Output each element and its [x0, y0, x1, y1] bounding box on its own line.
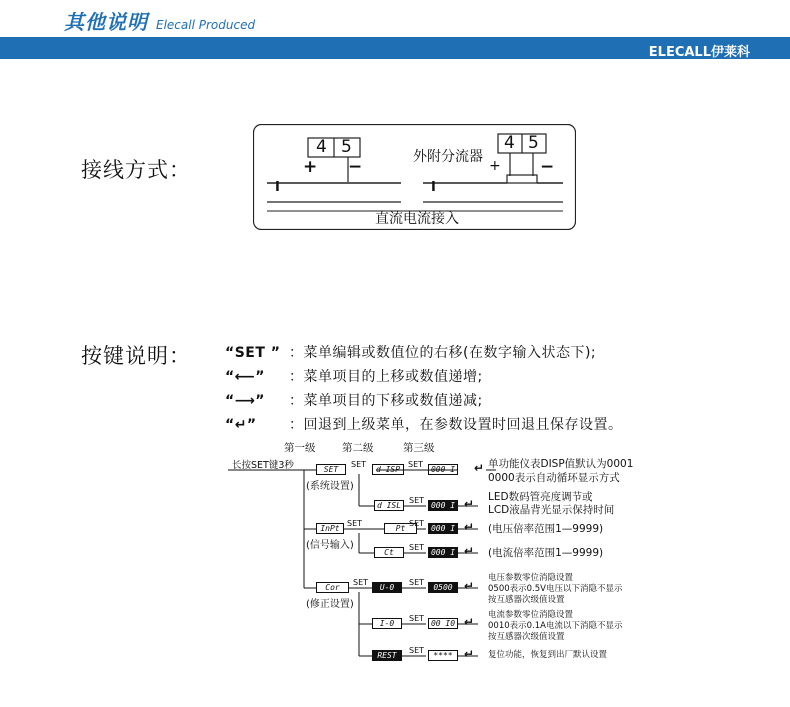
key-left-desc: ：菜单项目的上移或数值递增;: [289, 369, 483, 385]
enter-icon: ↵: [464, 615, 475, 629]
lvl1-inpt-box: InPt: [316, 523, 344, 534]
left-term-5: 5: [341, 137, 352, 157]
set-label: SET: [409, 614, 425, 623]
right-i-mark: I: [431, 180, 436, 195]
key-set: “SET ”: [225, 345, 281, 361]
lvl2-rest-box: REST: [372, 650, 402, 661]
lvl1-inpt-note: (信号输入): [306, 540, 354, 551]
level-3-header: 第三级: [403, 442, 435, 454]
left-i-mark: I: [275, 180, 280, 195]
ct-desc: (电流倍率范围1—9999): [488, 547, 604, 559]
enter-icon: “↵”: [225, 417, 257, 433]
set-label: SET: [351, 460, 367, 469]
shunt-label: 外附分流器: [413, 149, 483, 165]
lvl2-i0-box: I-0: [372, 618, 402, 629]
set-label: SET: [409, 578, 425, 587]
u0-desc-1: 电压参数零位消隐设置: [488, 573, 574, 583]
set-label: SET: [408, 460, 424, 469]
lvl2-pt-box: Pt: [384, 523, 417, 534]
title-en: Elecall Produced: [156, 18, 256, 32]
enter-icon: ↵: [464, 497, 475, 511]
rest-desc: 复位功能，恢复到出厂默认设置: [488, 650, 608, 660]
left-term-4: 4: [316, 137, 327, 157]
enter-icon: ↵: [474, 461, 485, 475]
lvl2-disp-box: d ISP: [372, 464, 404, 475]
header-title: [64, 6, 255, 35]
lvl3-u0-value: 0500: [428, 582, 458, 593]
disl-desc-1: LED数码管亮度调节或: [488, 491, 593, 503]
set-label: SET: [347, 519, 363, 528]
disp-desc-2: 0000表示自动循环显示方式: [488, 472, 620, 484]
lvl1-set-note: (系统设置): [306, 481, 354, 492]
brand-logo: ELECALL伊莱科: [648, 45, 750, 60]
lvl2-disl-box: d ISL: [374, 500, 404, 511]
keys-label: 按键说明：: [81, 344, 191, 368]
start-instruction: 长按SET键3秒: [232, 460, 294, 471]
right-term-5: 5: [528, 133, 539, 153]
key-set-desc: ：菜单编辑或数值位的右移(在数字输入状态下);: [289, 345, 597, 361]
key-right-desc: ：菜单项目的下移或数值递减;: [289, 393, 483, 409]
enter-icon: ↵: [464, 520, 475, 534]
enter-icon: ↵: [464, 544, 475, 558]
disl-desc-2: LCD液晶背光显示保持时间: [488, 504, 615, 516]
lvl1-cor-note: (修正设置): [306, 599, 354, 610]
lvl3-ct-value: 000 I: [428, 547, 458, 558]
set-label: SET: [353, 578, 369, 587]
left-plus: +: [303, 157, 318, 177]
i0-desc-2: 0010表示0.1A电流以下消隐不显示: [488, 621, 623, 631]
left-arrow-icon: “⟵”: [225, 369, 265, 385]
enter-icon: ↵: [464, 579, 475, 593]
i0-desc-3: 按互感器次级值设置: [488, 632, 565, 642]
menu-tree-lines: [226, 438, 696, 663]
key-row-right: [225, 390, 483, 410]
pt-desc: (电压倍率范围1—9999): [488, 523, 604, 535]
right-arrow-icon: “⟶”: [225, 393, 265, 409]
right-minus: −: [540, 157, 555, 177]
key-row-enter: [225, 414, 623, 434]
key-enter-desc: ：回退到上级菜单，在参数设置时回退且保存设置。: [289, 417, 623, 433]
enter-icon: ↵: [464, 647, 475, 661]
set-label: SET: [409, 519, 425, 528]
key-row-left: [225, 366, 483, 386]
menu-tree: [226, 438, 696, 663]
level-2-header: 第二级: [342, 442, 374, 454]
left-minus: −: [348, 157, 363, 177]
u0-desc-3: 按互感器次级值设置: [488, 595, 565, 605]
right-term-4: 4: [504, 133, 515, 153]
title-zh: 其他说明: [64, 10, 148, 34]
set-label: SET: [409, 543, 425, 552]
right-plus: +: [489, 158, 501, 174]
set-label: SET: [409, 646, 425, 655]
set-label: SET: [409, 496, 425, 505]
lvl1-cor-box: Cor: [316, 582, 349, 593]
lvl3-disp-value: 000 I: [428, 464, 458, 475]
u0-desc-2: 0500表示0.5V电压以下消隐不显示: [488, 584, 623, 594]
lvl3-rest-value: ****: [428, 650, 458, 661]
lvl2-ct-box: Ct: [374, 547, 404, 558]
lvl3-i0-value: 00 I0: [428, 618, 458, 629]
wiring-label: 接线方式：: [81, 158, 191, 182]
level-1-header: 第一级: [284, 442, 316, 454]
lvl3-pt-value: 000 I: [428, 523, 458, 534]
disp-desc-1: 单功能仪表DISP值默认为0001: [488, 458, 634, 470]
lvl3-disl-value: 000 I: [428, 500, 458, 511]
key-row-set: [225, 342, 596, 362]
wiring-diagram: [253, 124, 576, 230]
lvl2-u0-box: U-0: [372, 582, 402, 593]
i0-desc-1: 电流参数零位消隐设置: [488, 610, 574, 620]
lvl1-set-box: SET: [316, 464, 346, 475]
wiring-caption: 直流电流接入: [375, 211, 459, 227]
